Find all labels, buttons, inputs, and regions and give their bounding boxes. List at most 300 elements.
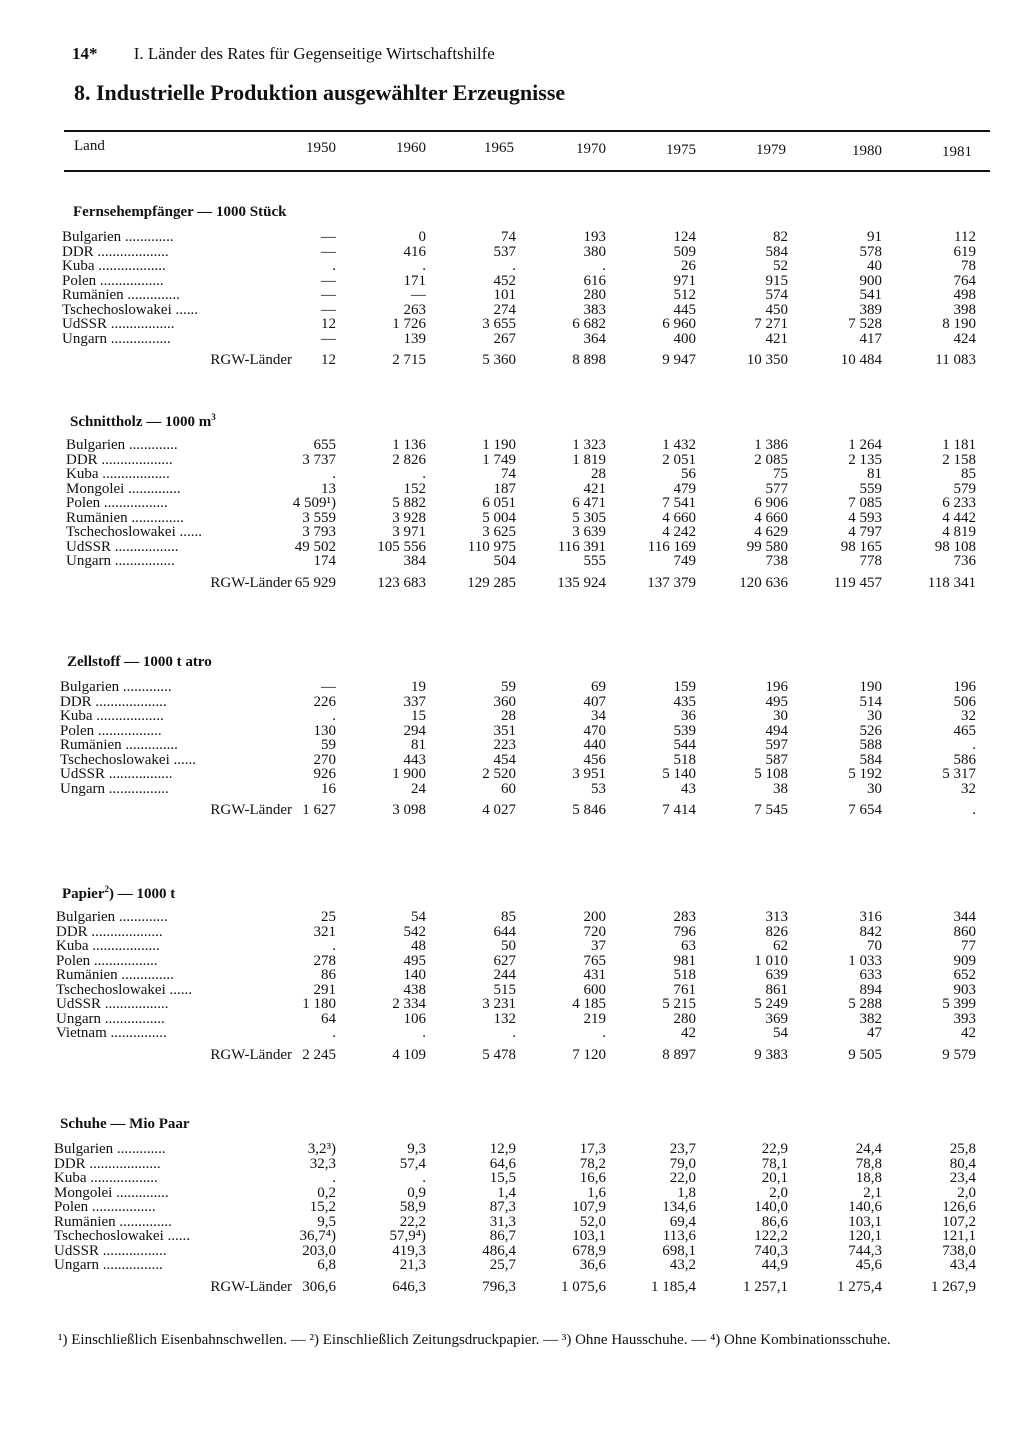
cell-value: 9,3 [407,1142,426,1157]
cell-value: . [512,259,516,274]
table-row [66,453,976,468]
cell-value: . [332,939,336,954]
table-row [62,317,976,332]
cell-value: 559 [859,481,882,496]
data-table [56,910,976,1062]
country-name: Tschechoslowakei [60,752,170,767]
country-name: DDR [62,244,94,259]
leader-dots: ................ [111,554,175,569]
cell-value: — [321,302,336,317]
cell-value: 514 [859,694,882,709]
country-name: Rumänien [60,738,122,753]
table-row [56,1026,976,1041]
cell-value: 3 928 [392,510,426,525]
row-label [54,1229,292,1244]
row-label [66,525,292,540]
cell-value: 494 [765,723,788,738]
cell-value: 1 900 [392,767,426,782]
leader-dots: ............. [125,438,178,453]
cell-value: 59 [501,680,516,695]
top-rule [64,130,990,132]
cell-value: 2 085 [754,452,788,467]
table-row [60,738,976,753]
column-header-year: 1981 [942,144,972,160]
cell-value: 64 [321,1011,336,1026]
leader-dots: ...... [171,302,198,317]
cell-value: 440 [583,738,606,753]
cell-value: 91 [867,230,882,245]
cell-value: 537 [493,244,516,259]
row-label [66,511,292,526]
country-name: Rumänien [62,288,124,303]
cell-value: 431 [583,968,606,983]
section-heading [70,412,216,431]
cell-value: 78,1 [761,1156,788,1171]
total-label [66,573,292,591]
cell-value: 512 [673,288,696,303]
cell-value: 53 [591,781,606,796]
cell-value: 971 [673,273,696,288]
data-table [66,438,976,590]
table-row [62,303,976,318]
cell-value: 407 [583,694,606,709]
cell-value: 313 [765,910,788,925]
cell-value: 140,6 [848,1200,882,1215]
cell-value: 123 683 [377,574,426,590]
country-name: UdSSR [60,767,106,782]
cell-value: 316 [859,910,882,925]
country-name: Rumänien [54,1214,116,1229]
cell-value: — [321,288,336,303]
row-label [66,554,292,569]
cell-value: 15,2 [309,1200,336,1215]
leader-dots: .................. [94,259,166,274]
cell-value: 36,7⁴) [299,1229,336,1244]
cell-value: . [332,467,336,482]
cell-value: 15 [411,709,426,724]
cell-value: 578 [859,244,882,259]
cell-value: 646,3 [392,1278,426,1294]
cell-value: 75 [773,467,788,482]
cell-value: 219 [583,1011,606,1026]
cell-value: 3 971 [392,525,426,540]
country-name: Kuba [62,259,95,274]
cell-value: 1 257,1 [743,1278,788,1294]
cell-value: 294 [403,723,426,738]
cell-value: 25,8 [949,1142,976,1157]
total-row [66,573,976,591]
cell-value: 58,9 [399,1200,426,1215]
cell-value: 2 520 [482,767,516,782]
cell-value: 57,4 [399,1156,426,1171]
cell-value: 81 [411,738,426,753]
cell-value: 1 432 [662,438,696,453]
cell-value: 62 [773,939,788,954]
leader-dots: ................. [94,723,162,738]
cell-value: — [321,273,336,288]
cell-value: 2,0 [769,1185,788,1200]
country-name: UdSSR [54,1243,100,1258]
row-label [62,317,292,332]
leader-dots: ................. [107,317,175,332]
cell-value: 291 [313,982,336,997]
country-name: Tschechoslowakei [56,982,166,997]
leader-dots: ...... [169,752,196,767]
cell-value: 82 [773,230,788,245]
cell-value: 36,6 [579,1258,606,1273]
cell-value: 504 [493,554,516,569]
cell-value: 50 [501,939,516,954]
cell-value: 5 399 [942,997,976,1012]
cell-value: 7 528 [848,317,882,332]
cell-value: 130 [313,723,336,738]
table-row [60,753,976,768]
heading-superscript: 3 [211,412,216,422]
country-name: Rumänien [66,510,128,525]
cell-value: 270 [313,752,336,767]
row-label [66,438,292,453]
cell-value: 1 749 [482,452,516,467]
cell-value: 479 [673,481,696,496]
section-heading: Schuhe — Mio Paar [60,1116,190,1132]
cell-value: 5 882 [392,496,426,511]
cell-value: 30 [867,709,882,724]
cell-value: 452 [493,273,516,288]
cell-value: 1 275,4 [837,1278,882,1294]
cell-value: 64,6 [489,1156,516,1171]
leader-dots: .............. [127,510,184,525]
country-name: Tschechoslowakei [62,302,172,317]
cell-value: 48 [411,939,426,954]
cell-value: 244 [493,968,516,983]
cell-value: 7 271 [754,317,788,332]
cell-value: 22,9 [761,1142,788,1157]
cell-value: 861 [765,982,788,997]
cell-value: 435 [673,694,696,709]
total-label [62,350,292,368]
cell-value: 5 846 [572,802,606,818]
row-label [60,738,292,753]
leader-dots: ...... [165,982,192,997]
cell-value: 16,6 [579,1171,606,1186]
cell-value: . [422,467,426,482]
section-heading: Zellstoff — 1000 t atro [67,654,212,670]
leader-dots: ................. [90,953,158,968]
cell-value: 778 [859,554,882,569]
cell-value: 586 [953,752,976,767]
leader-dots: ................. [88,1200,156,1215]
cell-value: 4 819 [942,525,976,540]
cell-value: 3 231 [482,997,516,1012]
country-name: RGW-Länder [210,352,292,368]
cell-value: 619 [953,244,976,259]
row-label [54,1171,292,1186]
cell-value: 59 [321,738,336,753]
cell-value: 5 288 [848,997,882,1012]
cell-value: 81 [867,467,882,482]
row-label [60,753,292,768]
total-label [60,800,292,818]
cell-value: 70 [867,939,882,954]
cell-value: 393 [953,1011,976,1026]
cell-value: 1 323 [572,438,606,453]
running-title: I. Länder des Rates für Gegenseitige Wirtschaftshilfe [133,44,495,63]
leader-dots: ................ [101,1011,165,1026]
cell-value: 3,2³) [307,1142,336,1157]
cell-value: 765 [583,953,606,968]
cell-value: 574 [765,288,788,303]
cell-value: 9 383 [754,1046,788,1062]
cell-value: 419,3 [392,1243,426,1258]
cell-value: 196 [953,680,976,695]
cell-value: 518 [673,752,696,767]
country-name: Mongolei [54,1185,113,1200]
cell-value: — [321,230,336,245]
cell-value: 5 215 [662,997,696,1012]
cell-value: 119 457 [833,574,882,590]
cell-value: 98 165 [840,539,882,554]
country-name: UdSSR [66,539,112,554]
cell-value: 103,1 [848,1214,882,1229]
leader-dots: ................... [85,1156,161,1171]
cell-value: 74 [501,230,516,245]
row-label [56,1012,292,1027]
row-label [54,1200,292,1215]
country-name: Kuba [54,1171,87,1186]
row-label [54,1244,292,1259]
leader-dots: ................. [100,496,168,511]
row-label [54,1215,292,1230]
cell-value: 37 [591,939,606,954]
cell-value: 22,2 [399,1214,426,1229]
country-name: Kuba [66,467,99,482]
cell-value: 52 [773,259,788,274]
cell-value: 738,0 [942,1243,976,1258]
table-row [66,554,976,569]
cell-value: 1 075,6 [561,1278,606,1294]
country-name: Ungarn [54,1258,99,1273]
cell-value: 445 [673,302,696,317]
total-row [60,800,976,818]
cell-value: 6 960 [662,317,696,332]
cell-value: 69,4 [669,1214,696,1229]
cell-value: 5 305 [572,510,606,525]
cell-value: 1 267,9 [931,1278,976,1294]
cell-value: 99 580 [746,539,788,554]
country-name: Bulgarien [62,230,122,245]
cell-value: — [321,680,336,695]
cell-value: 417 [859,331,882,346]
cell-value: 740,3 [754,1243,788,1258]
cell-value: 11 083 [935,352,976,368]
table-row [66,482,976,497]
cell-value: 152 [403,481,426,496]
country-name: DDR [56,924,88,939]
cell-value: 274 [493,302,516,317]
cell-value: 764 [953,273,976,288]
cell-value: 78 [961,259,976,274]
cell-value: 5 249 [754,997,788,1012]
country-name: RGW-Länder [210,574,292,590]
cell-value: 26 [681,259,696,274]
column-header-year: 1980 [852,143,882,159]
table-row [60,767,976,782]
leader-dots: ................. [111,539,179,554]
cell-value: 43 [681,781,696,796]
table-row [56,939,976,954]
cell-value: 23,4 [949,1171,976,1186]
cell-value: 101 [493,288,516,303]
total-row [62,350,976,368]
table-row [54,1244,976,1259]
cell-value: 4 593 [848,510,882,525]
cell-value: 135 924 [557,574,606,590]
row-label [54,1157,292,1172]
table-row [66,525,976,540]
column-header-year: 1970 [576,141,606,157]
cell-value: 1 185,4 [651,1278,696,1294]
cell-value: 450 [765,302,788,317]
table-row [62,274,976,289]
cell-value: 4 629 [754,525,788,540]
cell-value: 515 [493,982,516,997]
cell-value: 57,9⁴) [389,1229,426,1244]
cell-value: 1,6 [587,1185,606,1200]
cell-value: 495 [765,694,788,709]
cell-value: 369 [765,1011,788,1026]
cell-value: 454 [493,752,516,767]
cell-value: 584 [859,752,882,767]
row-label [56,954,292,969]
cell-value: 541 [859,288,882,303]
cell-value: 744,3 [848,1243,882,1258]
cell-value: . [332,1171,336,1186]
cell-value: 137 379 [647,574,696,590]
cell-value: 6 906 [754,496,788,511]
table-row [60,782,976,797]
cell-value: 42 [961,1026,976,1041]
row-label [56,997,292,1012]
cell-value: 118 341 [927,574,976,590]
cell-value: 337 [403,694,426,709]
cell-value: 74 [501,467,516,482]
table-row [60,680,976,695]
cell-value: 43,2 [669,1258,696,1273]
country-name: Polen [54,1200,89,1215]
cell-value: 79,0 [669,1156,696,1171]
cell-value: 112 [954,230,976,245]
total-label [54,1277,292,1295]
cell-value: 1 627 [302,802,336,818]
cell-value: 6 471 [572,496,606,511]
cell-value: 698,1 [662,1243,696,1258]
row-label [66,467,292,482]
cell-value: 321 [313,924,336,939]
cell-value: 31,3 [489,1214,516,1229]
cell-value: 416 [403,244,426,259]
cell-value: 3 655 [482,317,516,332]
cell-value: 3 625 [482,525,516,540]
cell-value: 544 [673,738,696,753]
leader-dots: ................ [99,1258,163,1273]
leader-dots: ................... [87,924,163,939]
cell-value: 1 726 [392,317,426,332]
cell-value: 1 819 [572,452,606,467]
cell-value: 826 [765,924,788,939]
cell-value: 107,9 [572,1200,606,1215]
cell-value: 8 897 [662,1046,696,1062]
cell-value: . [422,1026,426,1041]
cell-value: 909 [953,953,976,968]
table-row [66,511,976,526]
cell-value: 223 [493,738,516,753]
country-name: UdSSR [62,317,108,332]
cell-value: 12,9 [489,1142,516,1157]
leader-dots: ............... [106,1026,167,1041]
cell-value: 200 [583,910,606,925]
cell-value: 2,1 [863,1185,882,1200]
cell-value: 122,2 [754,1229,788,1244]
cell-value: 6 233 [942,496,976,511]
country-name: DDR [54,1156,86,1171]
data-table [54,1142,976,1294]
cell-value: . [422,259,426,274]
cell-value: 0,9 [407,1185,426,1200]
cell-value: 107,2 [942,1214,976,1229]
cell-value: . [332,1026,336,1041]
column-header-year: 1975 [666,142,696,158]
cell-value: 400 [673,331,696,346]
cell-value: . [972,738,976,753]
cell-value: 4 242 [662,525,696,540]
cell-value: 121,1 [942,1229,976,1244]
heading-text: Papier [62,886,105,902]
cell-value: 87,3 [489,1200,516,1215]
cell-value: 627 [493,953,516,968]
row-label [60,680,292,695]
cell-value: 443 [403,752,426,767]
cell-value: 421 [583,481,606,496]
cell-value: 174 [313,554,336,569]
cell-value: 738 [765,554,788,569]
column-header-year: 1965 [484,140,514,156]
table-row [56,983,976,998]
cell-value: 103,1 [572,1229,606,1244]
row-label [54,1186,292,1201]
row-label [62,332,292,347]
cell-value: 105 556 [377,539,426,554]
cell-value: 203,0 [302,1243,336,1258]
cell-value: . [422,1171,426,1186]
cell-value: 577 [765,481,788,496]
cell-value: 5 360 [482,352,516,368]
cell-value: 12 [321,317,336,332]
cell-value: 0 [418,230,426,245]
data-table [60,680,976,818]
leader-dots: ................. [96,273,164,288]
country-name: Polen [66,496,101,511]
cell-value: 45,6 [855,1258,882,1273]
table-row [66,438,976,453]
cell-value: 644 [493,924,516,939]
cell-value: 6 682 [572,317,606,332]
leader-dots: ................. [99,1243,167,1258]
cell-value: 4 109 [392,1046,426,1062]
cell-value: 280 [673,1011,696,1026]
cell-value: 32 [961,709,976,724]
cell-value: 655 [313,438,336,453]
cell-value: 140,0 [754,1200,788,1215]
